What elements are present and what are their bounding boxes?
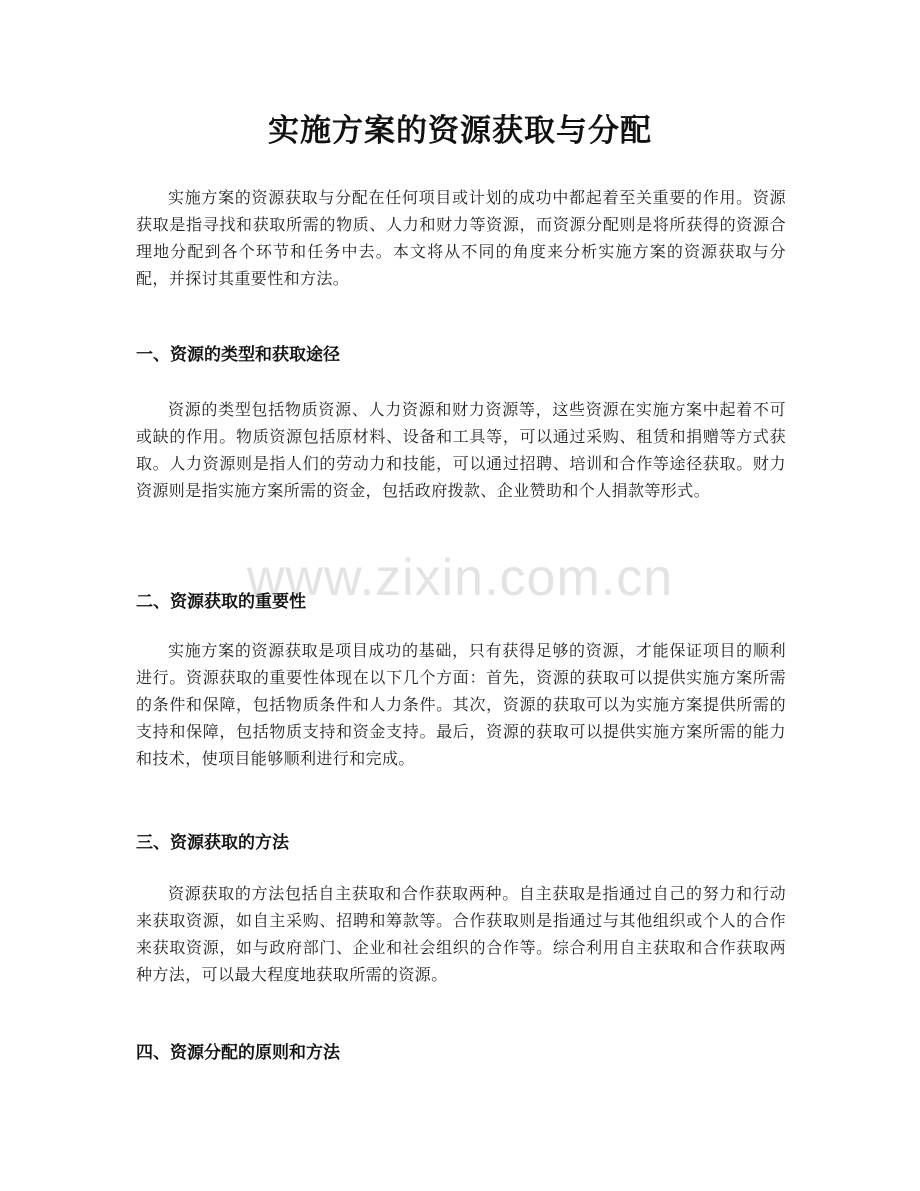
section-3-heading: 三、资源获取的方法 xyxy=(136,833,289,853)
section-1-body: 资源的类型包括物质资源、人力资源和财力资源等，这些资源在实施方案中起着不可或缺的作用。物质资源包括原材料、设备和工具等，可以通过采购、租赁和捐赠等方式获取。人力资源则是指人们的劳动力和技能，可以通过招聘、培训和合作等途径获取。财力资源则是指实施方案所需的资金，包括政府拨款、企业赞助和个人捐款等形式。 xyxy=(136,400,786,500)
document-title: 实施方案的资源获取与分配 xyxy=(268,113,652,149)
watermark-text: www.zixin.com.cn xyxy=(246,549,674,607)
section-1-heading: 一、资源的类型和获取途径 xyxy=(136,345,340,365)
section-3-body: 资源获取的方法包括自主获取和合作获取两种。自主获取是指通过自己的努力和行动来获取资源，如自主采购、招聘和筹款等。合作获取则是指通过与其他组织或个人的合作来获取资源，如与政府部门、企业和社会组织的合作等。综合利用自主获取和合作获取两种方法，可以最大程度地获取所需的资源。 xyxy=(136,884,786,984)
section-2-body: 实施方案的资源获取是项目成功的基础，只有获得足够的资源，才能保证项目的顺利进行。资源获取的重要性体现在以下几个方面：首先，资源的获取可以提供实施方案所需的条件和保障，包括物质条件和人力条件。其次，资源的获取可以为实施方案提供所需的支持和保障，包括物质支持和资金支持。最后，资源的获取可以提供实施方案所需的能力和技术，使项目能够顺利进行和完成。 xyxy=(136,641,786,768)
intro-paragraph: 实施方案的资源获取与分配在任何项目或计划的成功中都起着至关重要的作用。资源获取是指寻找和获取所需的物质、人力和财力等资源，而资源分配则是将所获得的资源合理地分配到各个环节和任务中去。本文将从不同的角度来分析实施方案的资源获取与分配，并探讨其重要性和方法。 xyxy=(136,188,786,288)
section-2-heading: 二、资源获取的重要性 xyxy=(136,592,306,612)
section-4-heading: 四、资源分配的原则和方法 xyxy=(136,1043,340,1063)
